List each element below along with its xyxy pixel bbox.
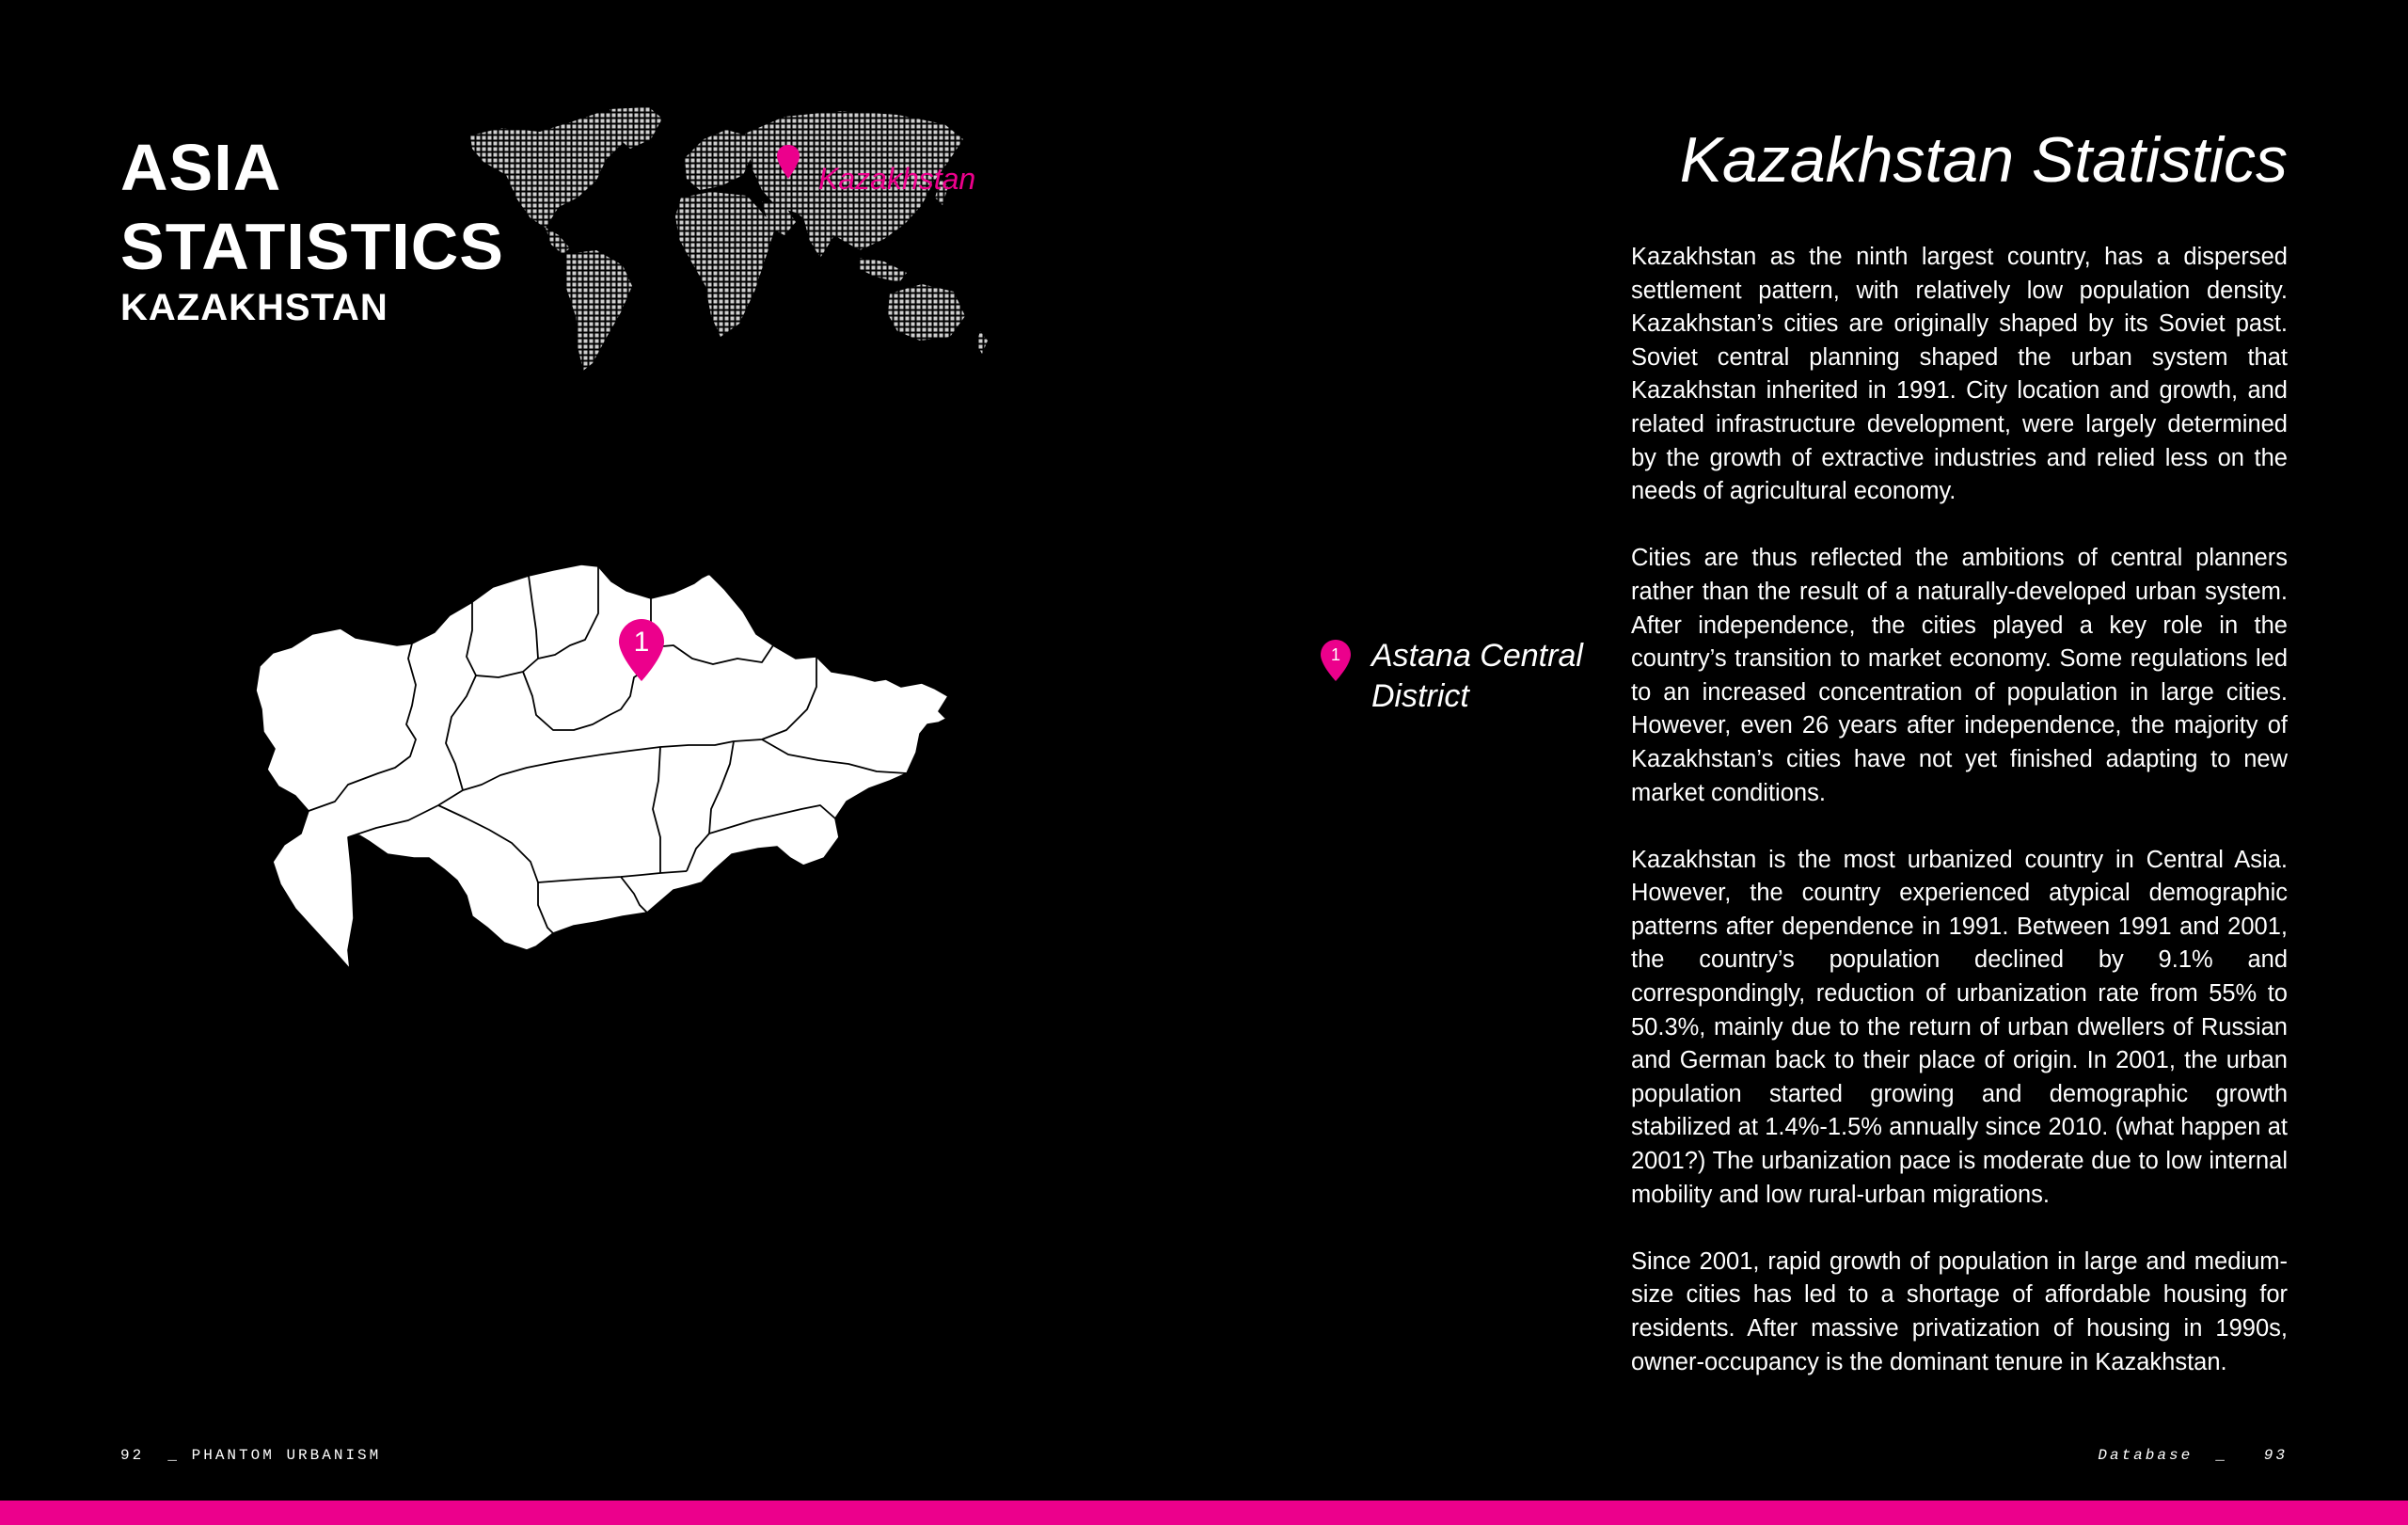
page-title: Kazakhstan Statistics [1679,124,2288,196]
left-page [0,0,1204,1501]
legend-label: Astana Central District [1371,638,1583,714]
page-heading [120,128,504,329]
paragraph-3: Kazakhstan is the most urbanized country in Central Asia. However, the country experienced atypical demographic patterns after dependence in 1991. Between 1991 and 2001, the country’s population declined by 9.1% and correspondingly, reduction of urbanization rate from 55% to 50.3%, mainly due to the return of urban dwellers of Russian and German back to their place of origin. In 2001, the urban population started growing and demographic growth stabilized at 1.4%-1.5% annually since 2010. (what happen at 2001?) The urbanization pace is moderate due to low internal mobility and low rural-urban migrations. [1631,846,2288,1208]
section-name: Database [2098,1447,2194,1464]
legend-pin-number: 1 [1330,645,1341,664]
body-text [1631,241,2288,1413]
bottom-accent-bar [0,1501,2408,1525]
left-footer [120,1447,381,1464]
heading-country: KAZAKHSTAN [120,287,388,328]
heading-statistics: STATISTICS [120,210,504,283]
book-title: PHANTOM URBANISM [191,1447,382,1464]
world-map-pin-label: Kazakhstan [818,162,976,196]
left-page-number: 92 [120,1447,145,1464]
left-footer-separator: _ [167,1447,181,1464]
right-footer [2098,1447,2288,1464]
world-dot-map [465,107,1010,380]
kazakhstan-region-map [254,555,1025,997]
right-footer-separator: _ [2216,1447,2228,1464]
paragraph-4: Since 2001, rapid growth of population in large and medium-size cities has led to a shortage of affordable housing for residents. After massive privatization of housing in 1990s, owner-occupancy is the dominant tenure in Kazakhstan. [1631,1247,2288,1375]
astana-map-pin-number: 1 [633,627,650,658]
heading-region: ASIA [120,131,282,204]
right-page-number: 93 [2263,1447,2288,1464]
paragraph-2: Cities are thus reflected the ambitions of central planners rather than the result of a naturally-developed urban system. After independence, the cities played a key role in the country’s transition to market economy. Some regulations led to an increased concentration of population in large cities. However, even 26 years after independence, the majority of Kazakhstan’s cities have not yet finished adapting to new market conditions. [1631,545,2288,806]
paragraph-1: Kazakhstan as the ninth largest country, has a dispersed settlement pattern, with relatively low population density. Kazakhstan’s cities are originally shaped by its Soviet past. Soviet central planning shaped the urban system that Kazakhstan inherited in 1991. City location and growth, and related infrastructure development, were largely determined by the growth of extractive industries and relied less on the needs of agricultural economy. [1631,244,2288,505]
